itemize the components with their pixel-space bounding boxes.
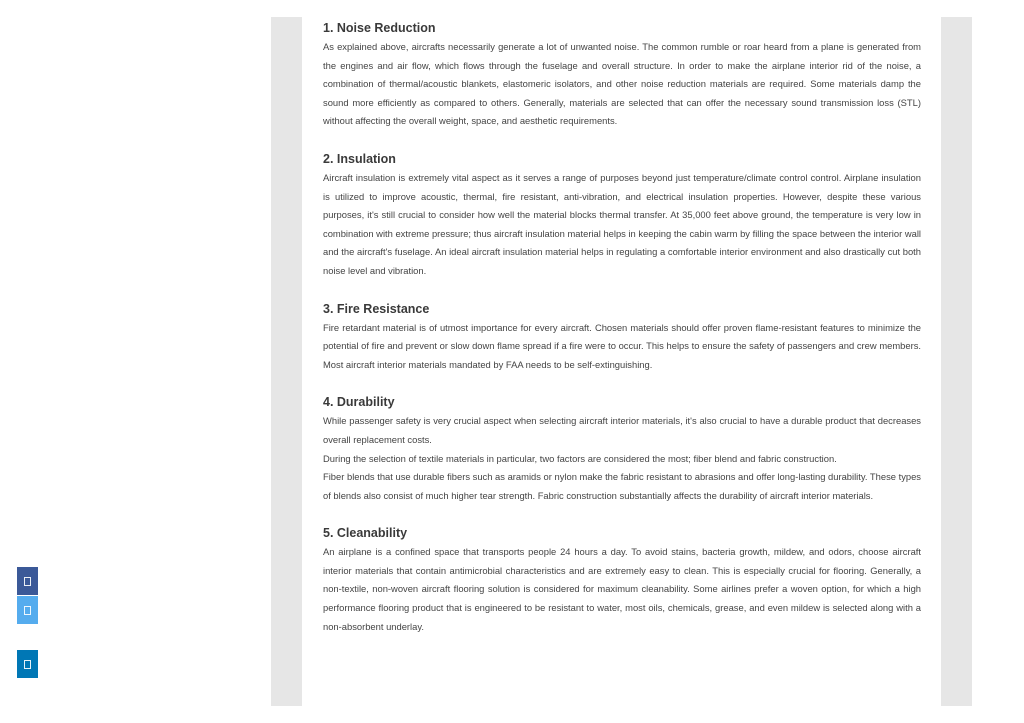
section-body: Fire retardant material is of utmost importance for every aircraft. Chosen materials should offer proven flame-resistant features to minimize the potential of fire and prevent or slow down flame spread if a fire were to occur. This helps to ensure the safety of passengers and crew members. Most aircraft interior materials mandated by FAA needs to be self-extinguishing. bbox=[323, 321, 921, 370]
linkedin-icon bbox=[24, 660, 31, 669]
linkedin-share-button[interactable] bbox=[17, 650, 38, 678]
section-body: Fiber blends that use durable fibers such as aramids or nylon make the fabric resistant to abrasions and offer long-lasting durability. These types of blends also consist of much higher tear strength. Fabric construction substantially affects the durability of aircraft interior materials. bbox=[323, 471, 921, 501]
left-page-margin bbox=[271, 17, 302, 706]
section-body: While passenger safety is very crucial aspect when selecting aircraft interior materials, it's also crucial to have a durable product that decreases overall replacement costs. bbox=[323, 415, 921, 445]
section-heading: 5. Cleanability bbox=[323, 526, 408, 541]
section-fire-resistance bbox=[323, 301, 921, 375]
section-body: During the selection of textile materials in particular, two factors are considered the most; fiber blend and fabric construction. bbox=[323, 452, 837, 464]
section-body: An airplane is a confined space that transports people 24 hours a day. To avoid stains, bacteria growth, mildew, and odors, choose aircraft interior materials that contain antimicrobial characteristics and are extremely easy to clean. This is especially crucial for flooring. Generally, a non-textile, non-woven aircraft flooring solution is considered for maximum cleanability. Some airlines prefer a woven option, for which a high performance flooring product that is engineered to be resistant to water, most oils, chemicals, grease, and even mildew is selected along with a non-absorbent underlay. bbox=[323, 546, 921, 632]
facebook-share-button[interactable] bbox=[17, 567, 38, 595]
section-heading: 1. Noise Reduction bbox=[323, 21, 436, 35]
twitter-icon bbox=[24, 606, 31, 615]
section-heading: 4. Durability bbox=[323, 395, 395, 410]
right-page-margin bbox=[941, 17, 972, 706]
article-content bbox=[323, 16, 921, 656]
section-heading: 2. Insulation bbox=[323, 151, 396, 166]
section-noise-reduction bbox=[323, 20, 921, 131]
section-body: Aircraft insulation is extremely vital aspect as it serves a range of purposes beyond just temperature/climate control control. Airplane insulation is utilized to improve acoustic, thermal, fire resistant, anti-vibration, and electrical insulation properties. However, despite these various purposes, it's still crucial to consider how well the material blocks thermal transfer. At 35,000 feet above ground, the temperature is very low in combination with extreme pressure; thus aircraft insulation material helps in keeping the cabin warm by filling the space between the interior wall and the aircraft's fuselage. An ideal aircraft insulation material helps in regulating a comfortable interior environment and also drastically cut both noise level and vibration. bbox=[323, 171, 921, 276]
section-heading: 3. Fire Resistance bbox=[323, 301, 430, 316]
section-durability bbox=[323, 394, 921, 505]
section-body: As explained above, aircrafts necessarily generate a lot of unwanted noise. The common rumble or roar heard from a plane is generated from the engines and air flow, which flows through the fuselage and overall structure. In order to make the airplane interior rid of the noise, a combination of thermal/acoustic blankets, elastomeric isolators, and other noise reduction materials are required. Some materials damp the sound more efficiently as compared to others. Generally, materials are selected that can offer the necessary sound transmission loss (STL) without affecting the overall weight, space, and aesthetic requirements. bbox=[323, 41, 921, 127]
facebook-icon bbox=[24, 577, 31, 586]
section-cleanability bbox=[323, 525, 921, 636]
twitter-share-button[interactable] bbox=[17, 596, 38, 624]
section-insulation bbox=[323, 151, 921, 281]
